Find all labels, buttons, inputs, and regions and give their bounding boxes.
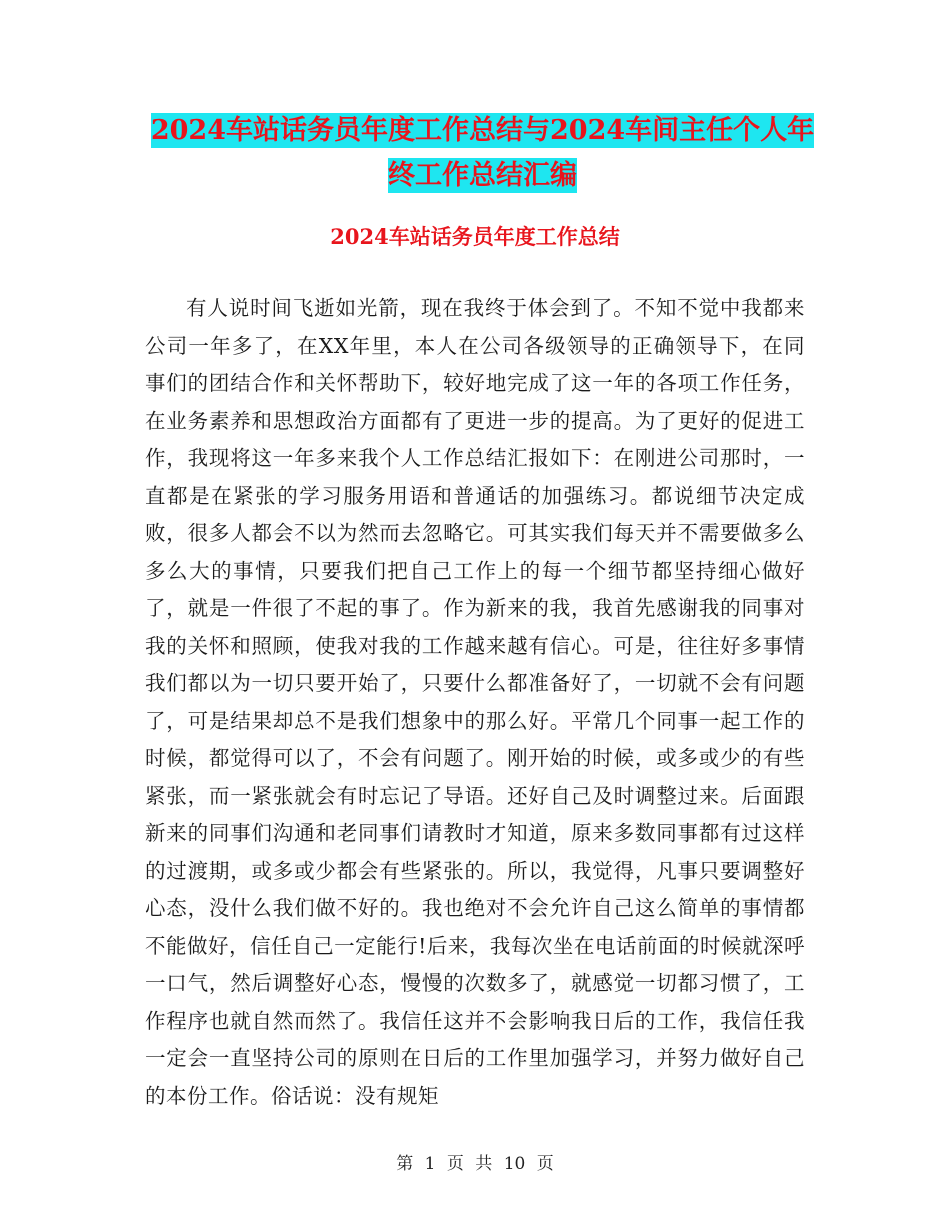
body-paragraph: 有人说时间飞逝如光箭，现在我终于体会到了。不知不觉中我都来公司一年多了，在XX年里，本人在公司各级领导的正确领导下，在同事们的团结合作和关怀帮助下，较好地完成了这一年的各项工作任务，在业务素养和思想政治方面都有了更进一步的提高。为了更好的促进工作，我现将这一年多来我个人工作总结汇报如下：在刚进公司那时，一直都是在紧张的学习服务用语和普通话的加强练习。都说细节决定成败，很多人都会不以为然而去忽略它。可其实我们每天并不需要做多么多么大的事情，只要我们把自己工作上的每一个细节都坚持细心做好了，就是一件很了不起的事了。作为新来的我，我首先感谢我的同事对我的关怀和照顾，使我对我的工作越来越有信心。可是，往往好多事情我们都以为一切只要开始了，只要什么都准备好了，一切就不会有问题了，可是结果却总不是我们想象中的那么好。平常几个同事一起工作的时候，都觉得可以了，不会有问题了。刚开始的时候，或多或少的有些紧张，而一紧张就会有时忘记了导语。还好自己及时调整过来。后面跟新来的同事们沟通和老同事们请教时才知道，原来多数同事都有过这样的过渡期，或多或少都会有些紧张的。所以，我觉得，凡事只要调整好心态，没什么我们做不好的。我也绝对不会允许自己这么简单的事情都不能做好，信任自己一定能行!后来，我每次坐在电话前面的时候就深呼一口气，然后调整好心态，慢慢的次数多了，就感觉一切都习惯了，工作程序也就自然而然了。我信任这并不会影响我日后的工作，我信任我一定会一直坚持公司的原则在日后的工作里加强学习，并努力做好自己的本份工作。俗话说：没有规矩: [145, 296, 805, 1108]
document-title-text: 2024车站话务员年度工作总结与2024车间主任个人年终工作总结汇编: [150, 115, 815, 191]
page-footer: 第 1 页 共 10 页: [396, 1154, 554, 1174]
document-title: [150, 108, 815, 198]
section-title: 2024车站话务员年度工作总结: [330, 224, 620, 249]
